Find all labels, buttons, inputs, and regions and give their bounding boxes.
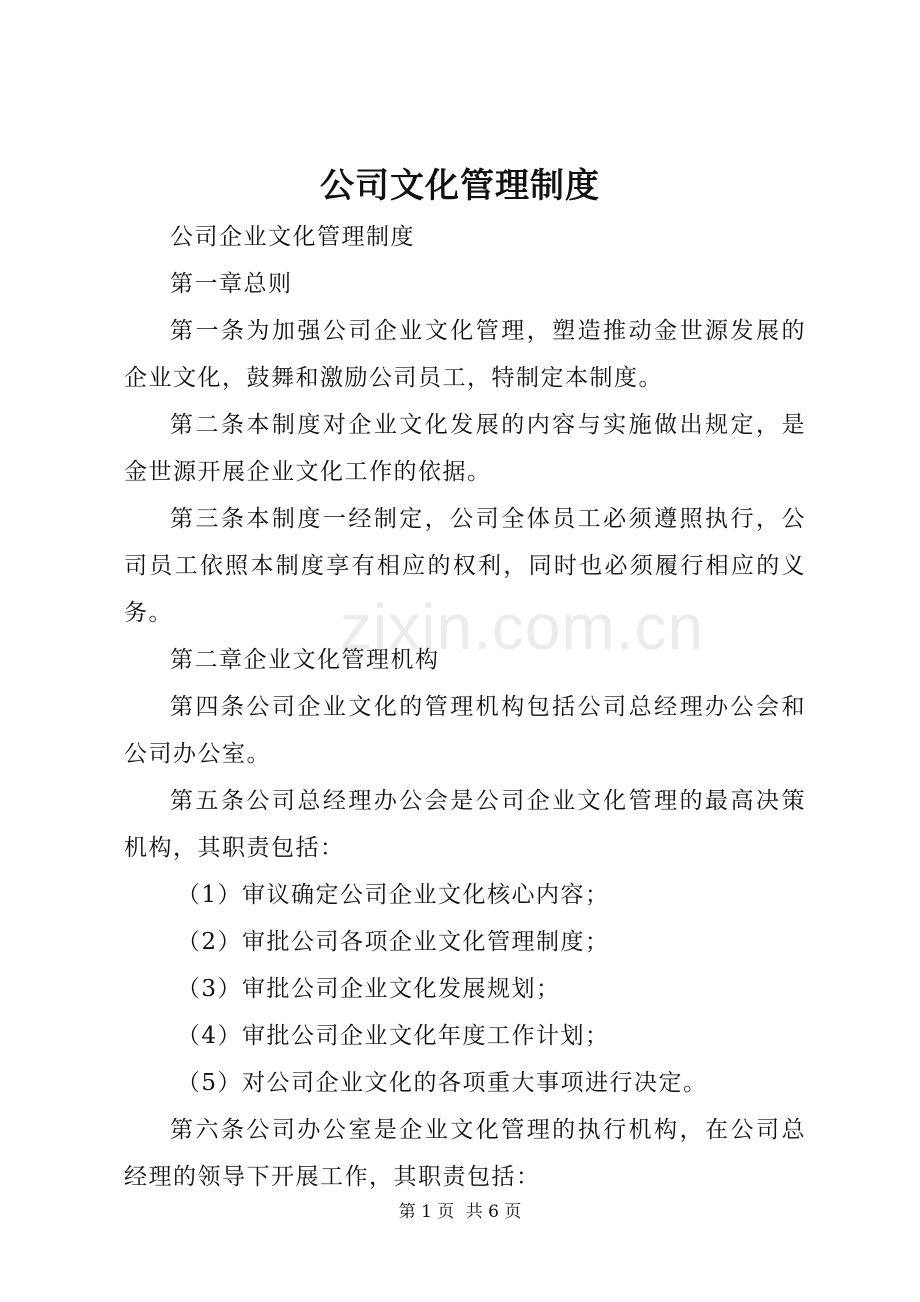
list-item: （4）审批公司企业文化年度工作计划； xyxy=(176,1023,610,1049)
article-1: 第一条为加强公司企业文化管理，塑造推动金世源发展的企业文化，鼓舞和激励公司员工，特制定本制度。 xyxy=(124,318,806,391)
paragraph-subtitle: 公司企业文化管理制度 xyxy=(170,224,415,250)
list-item: （3）审批公司企业文化发展规划； xyxy=(176,976,561,1002)
list-item: （1）审议确定公司企业文化核心内容； xyxy=(176,882,610,908)
article-2: 第二条本制度对企业文化发展的内容与实施做出规定，是金世源开展企业文化工作的依据。 xyxy=(124,412,806,485)
article-5: 第五条公司总经理办公会是公司企业文化管理的最高决策机构，其职责包括： xyxy=(124,788,806,861)
chapter-heading-1: 第一章总则 xyxy=(170,271,293,297)
article-3: 第三条本制度一经制定，公司全体员工必须遵照执行，公司员工依照本制度享有相应的权利，同时也必须履行相应的义务。 xyxy=(124,506,806,626)
watermark: zixin.com.cn xyxy=(340,591,705,663)
list-item: （2）审批公司各项企业文化管理制度； xyxy=(176,929,610,955)
list-item: （5）对公司企业文化的各项重大事项进行决定。 xyxy=(176,1070,708,1096)
article-4: 第四条公司企业文化的管理机构包括公司总经理办公会和公司办公室。 xyxy=(124,694,806,767)
document-body xyxy=(124,214,806,1201)
chapter-heading-2: 第二章企业文化管理机构 xyxy=(170,647,440,673)
page-total: 共 6 页 xyxy=(465,1202,522,1222)
article-6: 第六条公司办公室是企业文化管理的执行机构，在公司总经理的领导下开展工作，其职责包括： xyxy=(124,1117,806,1190)
page-footer xyxy=(0,1200,920,1224)
document-title: 公司文化管理制度 xyxy=(320,166,600,206)
page-number: 第 1 页 xyxy=(398,1202,455,1222)
